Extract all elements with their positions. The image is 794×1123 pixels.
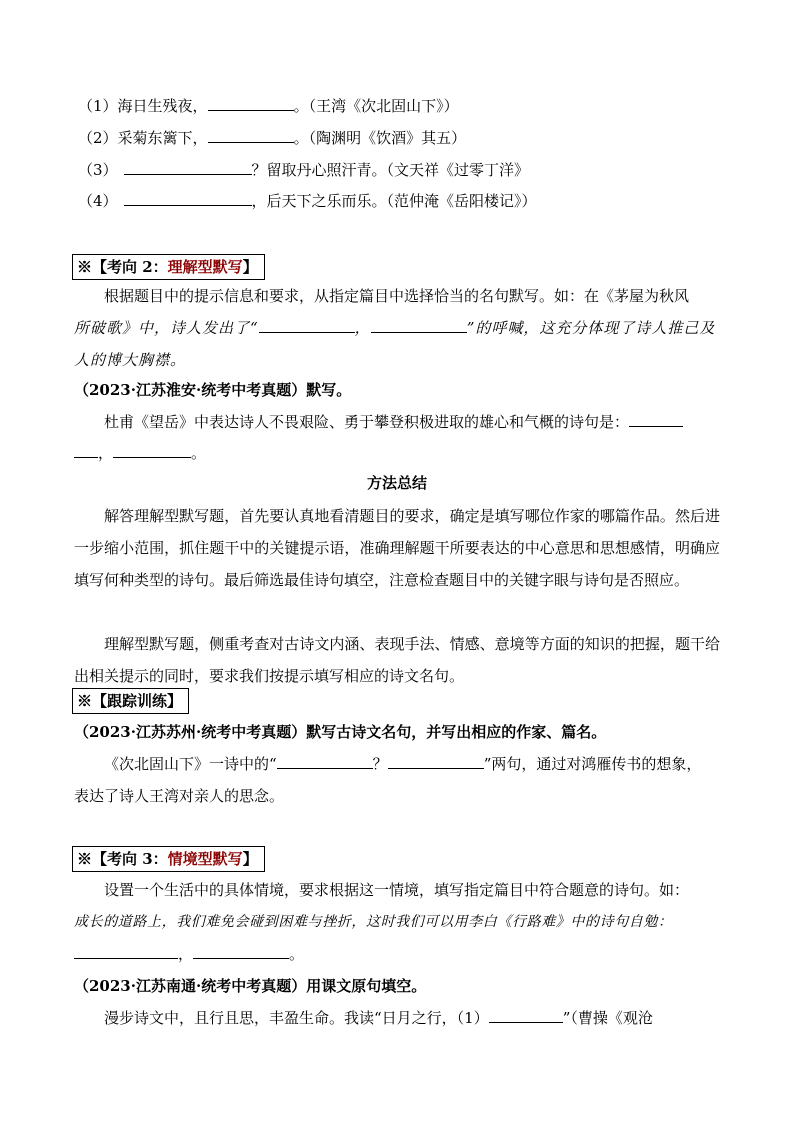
answer-blank[interactable] xyxy=(277,754,373,769)
question-source-suzhou: （2023·江苏苏州·统考中考真题）默写古诗文名句，并写出相应的作家、篇名。 xyxy=(74,723,607,741)
section-3-heading: ※【考向 3：情境型默写】 xyxy=(72,846,265,872)
question-text-wangyue: 杜甫《望岳》中表达诗人不畏艰险、勇于攀登积极进取的雄心和气概的诗句是： xyxy=(104,412,683,432)
section-2-heading: ※【考向 2：理解型默写】 xyxy=(72,254,265,280)
section-2-desc-line-3: 人的博大胸襟。 xyxy=(74,351,187,369)
section-3-desc-line-3: ， 。 xyxy=(74,944,304,964)
section-2-desc-line-2: 所破歌》中，诗人发出了“ ， ”的呼喊，这充分体现了诗人推己及 xyxy=(74,319,716,337)
method-paragraph-2: 理解型默写题，侧重考查对古诗文内涵、表现手法、情感、意境等方面的知识的把握，题干给出相关提示的同时，要求我们按提示填写相应的诗文名句。 xyxy=(74,635,720,685)
section-3-desc-line-2: 成长的道路上，我们难免会碰到困难与挫折，这时我们可以用李白《行路难》中的诗句自勉： xyxy=(74,914,673,930)
answer-blank[interactable] xyxy=(208,96,294,111)
fill-item-4 xyxy=(78,191,537,211)
training-question-line-1: 《次北固山下》一诗中的“ ？ ”两句，通过对鸿雁传书的想象， xyxy=(104,755,702,773)
answer-blank[interactable] xyxy=(259,318,355,333)
fill-item-2 xyxy=(78,128,466,148)
method-paragraph-1: 解答理解型默写题，首先要认真地看清题目的要求，确定是填写哪位作家的哪篇作品。然后进一步缩小范围，抓住题干中的关键提示语，准确理解题干所要表达的中心意思和思想感情，明确应填写何种类型的诗句。最后筛选最佳诗句填空，注意检查题目中的关键字眼与诗句是否照应。 xyxy=(74,507,720,589)
section-2-title: 理解型默写 xyxy=(167,258,243,276)
answer-blank[interactable] xyxy=(124,191,252,206)
nantong-question-line-1: 漫步诗文中，且行且思，丰盈生命。我读“日月之行，（1） ”（曹操《观沧 xyxy=(104,1009,653,1027)
question-source-nantong: （2023·江苏南通·统考中考真题）用课文原句填空。 xyxy=(74,977,427,995)
item-text-before: 采菊东篱下， xyxy=(117,129,208,147)
answer-blank[interactable] xyxy=(208,128,294,143)
answer-blank[interactable] xyxy=(388,754,484,769)
item-number: （2） xyxy=(78,129,118,147)
section-3-title: 情境型默写 xyxy=(167,850,243,868)
item-text-after: 。（陶渊明《饮酒》其五） xyxy=(293,129,467,147)
answer-blank[interactable] xyxy=(371,318,467,333)
answer-blank[interactable] xyxy=(124,160,252,175)
answer-blank[interactable] xyxy=(489,1008,563,1023)
answer-blank[interactable] xyxy=(629,412,683,427)
answer-blank[interactable] xyxy=(74,443,98,458)
item-text-before: 海日生残夜， xyxy=(117,97,208,115)
item-text-after: 。（王湾《次北固山下》） xyxy=(293,97,459,115)
fill-item-3 xyxy=(78,160,529,180)
item-text-after: ，后天下之乐而乐。（范仲淹《岳阳楼记》） xyxy=(251,192,537,210)
question-source-huaian: （2023·江苏淮安·统考中考真题）默写。 xyxy=(74,381,352,399)
answer-blank[interactable] xyxy=(74,944,178,959)
answer-blank[interactable] xyxy=(113,443,191,458)
answer-blank[interactable] xyxy=(193,944,289,959)
question-text-wangyue-cont: ， 。 xyxy=(74,443,206,463)
item-number: （1） xyxy=(78,97,118,115)
training-heading: ※【跟踪训练】 xyxy=(72,688,189,714)
training-question-line-2: 表达了诗人王湾对亲人的思念。 xyxy=(74,787,285,805)
method-summary-title: 方法总结 xyxy=(366,474,427,492)
item-text-after: ？留取丹心照汗青。（文天祥《过零丁洋》 xyxy=(251,161,530,179)
section-2-desc-line-1: 根据题目中的提示信息和要求，从指定篇目中选择恰当的名句默写。如：在《茅屋为秋风 xyxy=(104,287,690,305)
fill-item-1 xyxy=(78,96,459,116)
section-3-desc-line-1: 设置一个生活中的具体情境，要求根据这一情境，填写指定篇目中符合题意的诗句。如： xyxy=(104,881,690,899)
item-number: （3） xyxy=(78,161,118,179)
item-number: （4） xyxy=(78,192,118,210)
